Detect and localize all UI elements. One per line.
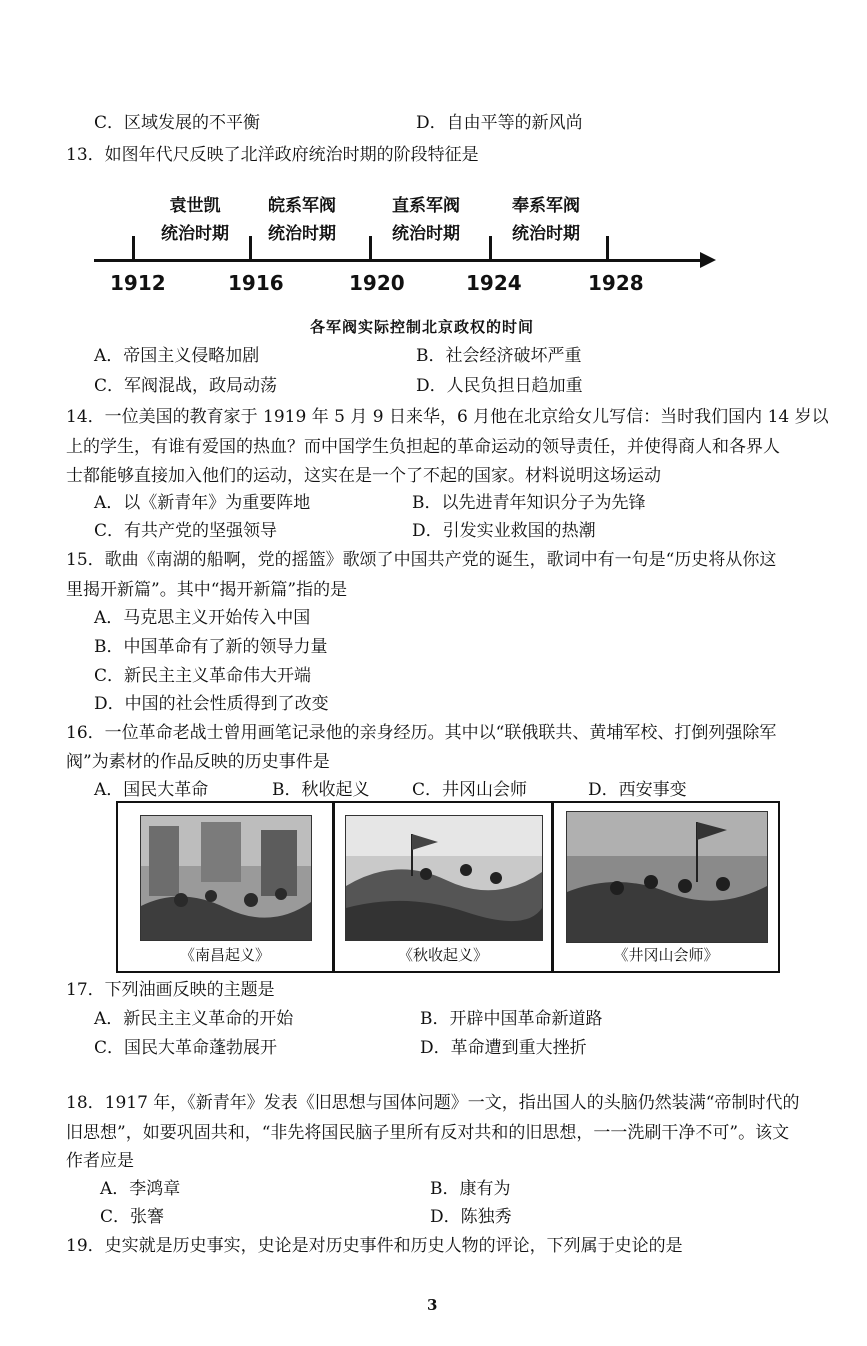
- timeline-period-4: [496, 192, 596, 248]
- q13-option-b: B．社会经济破坏严重: [416, 346, 582, 366]
- q14-stem-line2: 上的学生，有谁有爱国的热血？而中国学生负担起的革命运动的领导责任，并使得商人和各界人: [66, 437, 780, 457]
- q13-option-d: D．人民负担日趋加重: [416, 376, 583, 396]
- timeline-period-3: [376, 192, 476, 248]
- q15-option-a: A．马克思主义开始传入中国: [94, 608, 311, 628]
- q12-option-d: D．自由平等的新风尚: [416, 113, 583, 133]
- q14-option-a: A．以《新青年》为重要阵地: [94, 493, 311, 513]
- painting-panel-2: [333, 801, 553, 973]
- timeline-tick: [606, 236, 609, 260]
- painting-caption-3: 《井冈山会师》: [613, 946, 719, 964]
- timeline-year-1916: 1916: [228, 271, 284, 295]
- jinggangshan-meeting-painting: [566, 811, 768, 943]
- q13-option-c: C．军阀混战，政局动荡: [94, 376, 278, 396]
- q18-option-c: C．张謇: [100, 1207, 165, 1227]
- q18-option-d: D．陈独秀: [430, 1207, 512, 1227]
- timeline-caption: 各军阀实际控制北京政权的时间: [310, 318, 535, 336]
- painting-panel-1: [116, 801, 334, 973]
- timeline-period-1: [150, 192, 240, 248]
- q14-option-b: B．以先进青年知识分子为先锋: [412, 493, 646, 513]
- timeline-period-4-sub: 统治时期: [512, 224, 580, 244]
- nanchang-uprising-painting: [140, 815, 312, 941]
- timeline-period-2: [252, 192, 352, 248]
- q16-option-b: B．秋收起义: [272, 780, 370, 800]
- q12-option-c: C．区域发展的不平衡: [94, 113, 261, 133]
- timeline-year-1912: 1912: [110, 271, 166, 295]
- timeline-period-3-name: 直系军阀: [392, 196, 460, 216]
- q13-stem: 13．如图年代尺反映了北洋政府统治时期的阶段特征是: [66, 145, 479, 165]
- timeline-period-4-name: 奉系军阀: [512, 196, 580, 216]
- q17-option-b: B．开辟中国革命新道路: [420, 1009, 603, 1029]
- q16-stem-line1: 16．一位革命老战士曾用画笔记录他的亲身经历。其中以“联俄联共、黄埔军校、打倒列强除军: [66, 723, 777, 743]
- timeline-period-2-sub: 统治时期: [268, 224, 336, 244]
- painting-panel-3: [552, 801, 780, 973]
- autumn-harvest-uprising-painting: [345, 815, 543, 941]
- q16-option-d: D．西安事变: [588, 780, 687, 800]
- q17-option-d: D．革命遭到重大挫折: [420, 1038, 587, 1058]
- timeline-tick: [369, 236, 372, 260]
- q17-option-c: C．国民大革命蓬勃展开: [94, 1038, 278, 1058]
- q17-stem: 17．下列油画反映的主题是: [66, 980, 275, 1000]
- timeline-period-2-name: 皖系军阀: [268, 196, 336, 216]
- q14-option-c: C．有共产党的坚强领导: [94, 521, 278, 541]
- timeline-period-3-sub: 统治时期: [392, 224, 460, 244]
- timeline-year-1924: 1924: [466, 271, 522, 295]
- timeline-period-1-name: 袁世凯: [169, 196, 221, 216]
- q18-stem-line1: 18．1917 年，《新青年》发表《旧思想与国体问题》一文，指出国人的头脑仍然装满“帝制时代的: [66, 1093, 800, 1113]
- q14-stem-line3: 士都能够直接加入他们的运动，这实在是一个了不起的国家。材料说明这场运动: [66, 466, 661, 486]
- q16-stem-line2: 阀”为素材的作品反映的历史事件是: [66, 752, 330, 772]
- timeline-year-1920: 1920: [349, 271, 405, 295]
- q15-stem-line1: 15．歌曲《南湖的船啊，党的摇篮》歌颂了中国共产党的诞生，歌词中有一句是“历史将从你这: [66, 550, 777, 570]
- q18-option-b: B．康有为: [430, 1179, 511, 1199]
- q14-option-d: D．引发实业救国的热潮: [412, 521, 596, 541]
- timeline-tick: [132, 236, 135, 260]
- q16-option-a: A．国民大革命: [94, 780, 209, 800]
- painting-caption-1: 《南昌起义》: [179, 946, 270, 964]
- q18-option-a: A．李鸿章: [100, 1179, 181, 1199]
- q16-option-c: C．井冈山会师: [412, 780, 528, 800]
- q15-option-d: D．中国的社会性质得到了改变: [94, 694, 329, 714]
- timeline-year-1928: 1928: [588, 271, 644, 295]
- timeline-tick: [489, 236, 492, 260]
- q14-stem-line1: 14．一位美国的教育家于 1919 年 5 月 9 日来华，6 月他在北京给女儿写信：当时我们国内 14 岁以: [66, 407, 829, 427]
- timeline-tick: [249, 236, 252, 260]
- q13-option-a: A．帝国主义侵略加剧: [94, 346, 260, 366]
- page-number: 3: [427, 1296, 438, 1314]
- q15-stem-line2: 里揭开新篇”。其中“揭开新篇”指的是: [66, 580, 348, 600]
- timeline-arrow: [700, 252, 716, 268]
- q18-stem-line3: 作者应是: [66, 1151, 134, 1171]
- q18-stem-line2: 旧思想”，如要巩固共和，“非先将国民脑子里所有反对共和的旧思想，一一洗刷干净不可”。该文: [66, 1123, 790, 1143]
- timeline-period-1-sub: 统治时期: [161, 224, 229, 244]
- q15-option-c: C．新民主主义革命伟大开端: [94, 666, 312, 686]
- q17-option-a: A．新民主主义革命的开始: [94, 1009, 294, 1029]
- painting-caption-2: 《秋收起义》: [397, 946, 488, 964]
- timeline-axis: [94, 259, 704, 262]
- q19-stem: 19．史实就是历史事实，史论是对历史事件和历史人物的评论，下列属于史论的是: [66, 1236, 683, 1256]
- q15-option-b: B．中国革命有了新的领导力量: [94, 637, 328, 657]
